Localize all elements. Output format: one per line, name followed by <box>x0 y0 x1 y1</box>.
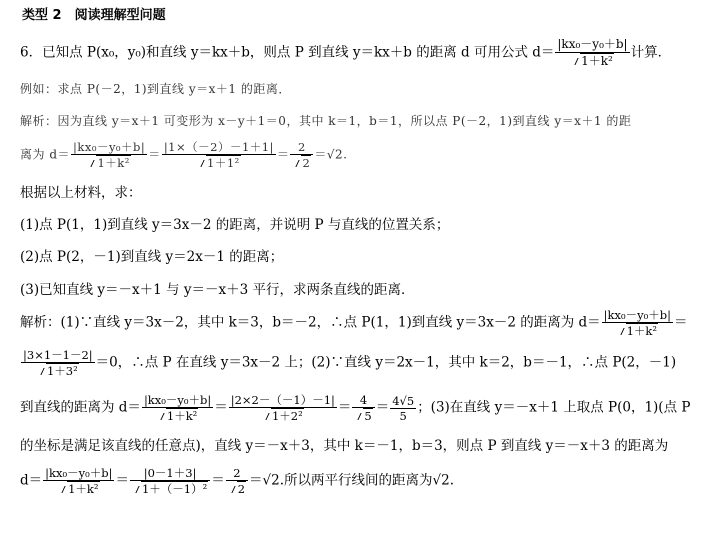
question-3: (3)已知直线 y＝－x＋1 与 y＝－x＋3 平行，求两条直线的距离． <box>20 282 415 298</box>
solution-part-1: 解析：(1)∵直线 y＝3x－2，其中 k＝3，b＝－2，∴点 P(1，1)到直线 y＝3x－2 的距离为 d＝ <box>20 314 601 331</box>
example-line-1: 例如：求点 P(－2，1)到直线 y＝x＋1 的距离． <box>20 82 291 96</box>
problem-intro-end: 计算． <box>630 44 672 61</box>
solution-fraction-1: $\frac{\text{|kx₀－y₀＋b|}}{\text{1＋k²}}$ <box>603 308 671 338</box>
question-2: (2)点 P(2，－1)到直线 y＝2x－1 的距离； <box>20 249 284 265</box>
solution-conclusion: ＝√2.所以两平行线间的距离为√2. <box>249 472 454 489</box>
problem-statement <box>20 37 671 69</box>
equals-sign: ＝ <box>148 147 161 162</box>
solution-part-3: 到直线的距离为 d＝ <box>20 399 141 416</box>
example-fraction-3: $\frac{2}{2}$ <box>290 140 313 170</box>
task-lead: 根据以上材料，求： <box>20 185 142 201</box>
solution-fraction-7: $\frac{\text{|kx₀－y₀＋b|}}{\text{1＋k²}}$ <box>45 466 113 496</box>
solution-line-1: 解析：(1)∵直线 y＝3x－2，其中 k＝3，b＝－2，∴点 P(1，1)到直线 y＝3x－2 的距离为 d＝ $\frac{\text{|kx₀－y₀＋b|}}{\text{1＋k²}}$ ＝ <box>20 308 688 338</box>
solution-part-2: ＝0，∴点 P 在直线 y＝3x－2 上；(2)∵直线 y＝2x－1，其中 k＝2，b＝－1，∴点 P(2，－1) <box>95 354 677 371</box>
solution-fraction-9: $\frac{2}{2}$ <box>226 466 248 496</box>
solution-fraction-2: $\frac{|3\times 1-1-2|}{\text{1＋3²}}$ <box>23 348 93 378</box>
solution-part-3b: ；(3)在直线 y＝－x＋1 上取点 P(0，1)(点 P <box>417 399 691 416</box>
question-1: (1)点 P(1，1)到直线 y＝3x－2 的距离，并说明 P 与直线的位置关系； <box>20 217 450 233</box>
solution-line-3: 到直线的距离为 d＝ $\frac{\text{|kx₀－y₀＋b|}}{\text{1＋k²}}$ ＝ $\frac{|2\times 2-(-1)-1|}{\text{1＋2²}}$ ＝ $\frac{4}{5}$ ＝ $\frac{4√5}{5}$ ；(3)在直线 y＝－x＋1 上取点 P(0，1)(点 P <box>20 393 691 423</box>
problem-intro: 6．已知点 P(x₀，y₀)和直线 y＝kx＋b，则点 P 到直线 y＝kx＋b 的距离 d 可用公式 d＝ <box>20 44 555 61</box>
example-fraction-2: $\frac{|1\times(-2)-1+1|}{\text{1＋1²}}$ <box>163 140 274 170</box>
solution-line-2 <box>20 348 676 378</box>
solution-part-5: d＝ <box>20 472 43 489</box>
formula-denominator: 1＋k² <box>555 53 629 69</box>
formula-numerator: |kx₀－y₀＋b| <box>557 37 628 51</box>
solution-fraction-8: $\frac{|0-1+3|}{\text{1＋（－1）²}}$ <box>130 466 210 496</box>
example-line-2: 解析：因为直线 y＝x＋1 可变形为 x－y＋1＝0，其中 k＝1，b＝1，所以点 P(－2，1)到直线 y＝x＋1 的距 <box>20 114 632 128</box>
example-lead: 离为 d＝ <box>20 147 70 162</box>
solution-fraction-6: $\frac{4√5}{5}$ <box>392 393 415 423</box>
solution-line-5: d＝ $\frac{\text{|kx₀－y₀＋b|}}{\text{1＋k²}}$ ＝ $\frac{|0-1+3|}{\text{1＋（－1）²}}$ ＝ $\frac{2}{2}$ ＝√2.所以两平行线间的距离为√2. <box>20 466 454 496</box>
solution-fraction-4: $\frac{|2\times 2-(-1)-1|}{\text{1＋2²}}$ <box>230 393 335 423</box>
example-line-3: 离为 d＝ $\frac{\text{|kx₀－y₀＋b|}}{\text{1＋k²}}$ ＝ $\frac{|1\times(-2)-1+1|}{\text{1＋1²}}$ ＝ $\frac{2}{2}$ ＝√2. <box>20 140 348 170</box>
section-header: 类型 2 阅读理解型问题 <box>22 8 166 23</box>
example-result: ＝√2. <box>314 147 348 162</box>
solution-fraction-3: $\frac{\text{|kx₀－y₀＋b|}}{\text{1＋k²}}$ <box>143 393 212 423</box>
distance-formula <box>555 37 629 69</box>
example-fraction-1: $\frac{\text{|kx₀－y₀＋b|}}{\text{1＋k²}}$ <box>73 140 146 170</box>
solution-fraction-5: $\frac{4}{5}$ <box>352 393 374 423</box>
solution-line-4: 的坐标是满足该直线的任意点)，直线 y＝－x＋3，其中 k＝－1，b＝3，则点 P 到直线 y＝－x＋3 的距离为 <box>20 438 669 454</box>
